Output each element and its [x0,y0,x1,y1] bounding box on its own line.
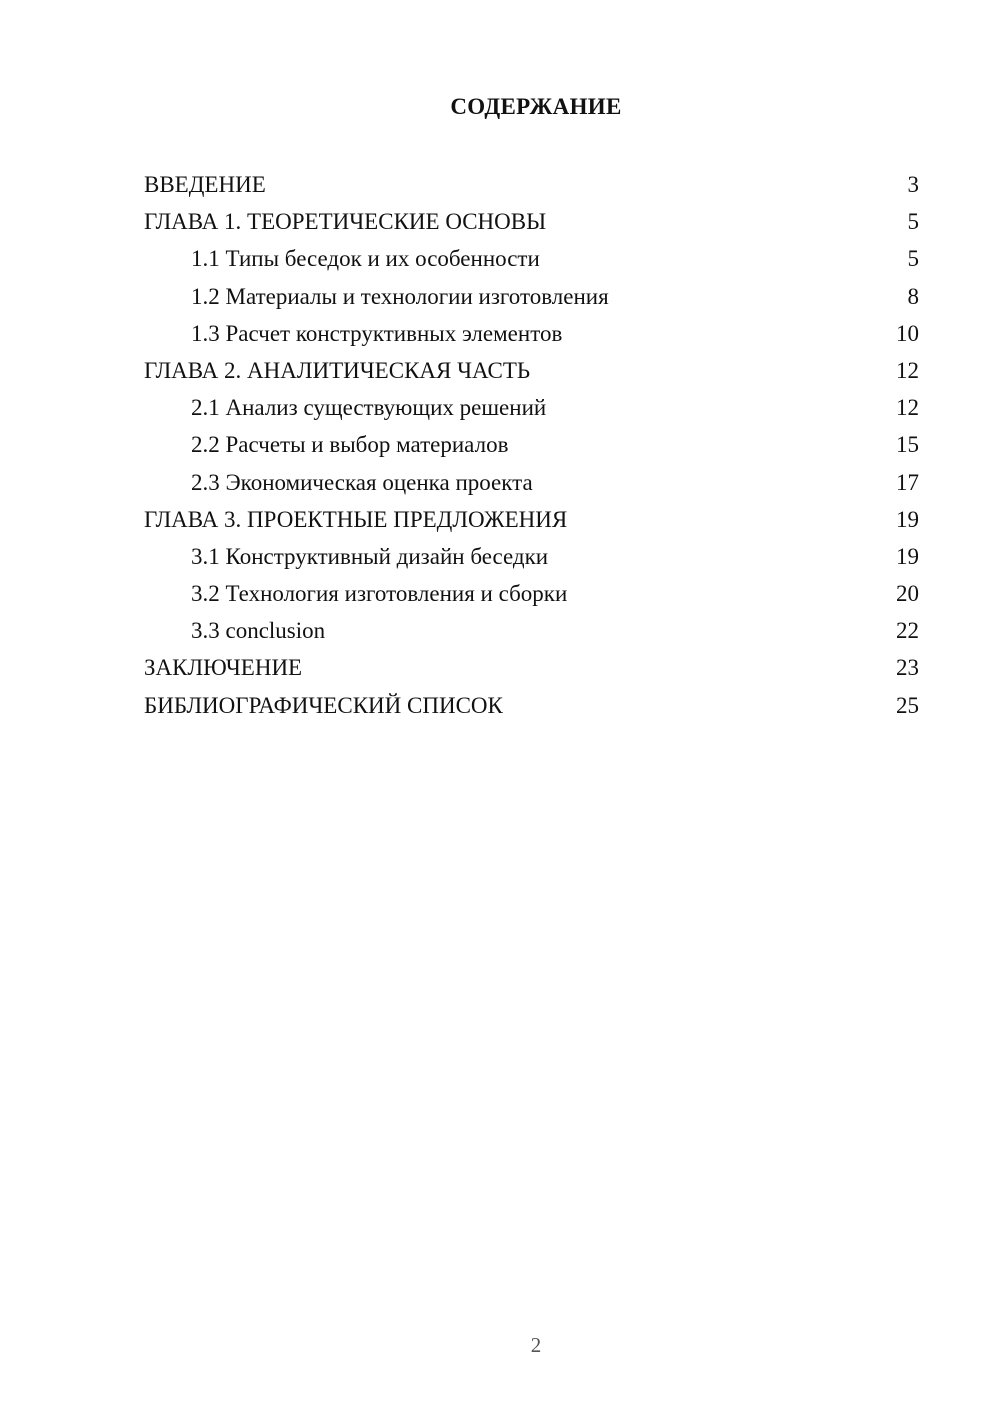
toc-entry-label: 2.2 Расчеты и выбор материалов [191,432,509,458]
page-number: 2 [530,1333,542,1357]
toc-entry-bibliography[interactable] [144,687,919,724]
toc-entry-label: 1.1 Типы беседок и их особенности [191,246,540,272]
toc-entry-page: 10 [896,320,919,346]
toc-entry-page: 5 [907,246,919,272]
toc-entry-label: ГЛАВА 3. ПРОЕКТНЫЕ ПРЕДЛОЖЕНИЯ [144,506,568,532]
toc-entry-label: 1.2 Материалы и технологии изготовления [191,283,609,309]
toc-entry-page: 15 [896,432,919,458]
toc-entry-page: 19 [896,506,919,532]
toc-entry-label: 3.2 Технология изготовления и сборки [191,581,568,607]
toc-entry-label: 2.3 Экономическая оценка проекта [191,469,533,495]
toc-entry-label: ГЛАВА 2. АНАЛИТИЧЕСКАЯ ЧАСТЬ [144,357,531,383]
toc-entry-section-3-2[interactable] [144,575,919,612]
toc-entry-page: 3 [907,172,919,197]
toc-entry-page: 12 [896,357,919,383]
toc-entry-page: 8 [907,283,919,309]
toc-entry-label: 3.1 Конструктивный дизайн беседки [191,543,549,569]
toc-entry-page: 20 [896,581,919,607]
toc-entry-label: 1.3 Расчет конструктивных элементов [191,320,563,346]
toc-entry-label: 3.3 conclusion [191,618,326,644]
toc-entry-section-2-3[interactable] [144,464,919,501]
toc-entry-section-3-1[interactable] [144,538,919,575]
toc-entry-chapter-3[interactable] [144,501,919,538]
toc-entry-section-1-1[interactable] [144,240,919,277]
toc-entry-page: 22 [896,618,919,644]
toc-entry-page: 25 [896,692,919,718]
toc-title: СОДЕРЖАНИЕ [450,94,622,119]
toc-entry-section-1-2[interactable] [144,278,919,315]
toc-entry-page: 5 [907,209,919,235]
toc-entry-label: ВВЕДЕНИЕ [144,172,266,197]
toc-entry-section-2-1[interactable] [144,389,919,426]
table-of-contents [144,166,919,724]
toc-entry-introduction[interactable] [144,166,919,203]
toc-entry-label: ГЛАВА 1. ТЕОРЕТИЧЕСКИЕ ОСНОВЫ [144,209,547,235]
toc-entry-section-2-2[interactable] [144,426,919,463]
toc-entry-label: БИБЛИОГРАФИЧЕСКИЙ СПИСОК [144,692,503,718]
toc-entry-page: 19 [896,543,919,569]
toc-entry-label: ЗАКЛЮЧЕНИЕ [144,655,303,681]
toc-entry-page: 12 [896,395,919,421]
toc-entry-label: 2.1 Анализ существующих решений [191,395,547,421]
toc-entry-page: 23 [896,655,919,681]
toc-entry-chapter-2[interactable] [144,352,919,389]
toc-entry-section-1-3[interactable] [144,315,919,352]
toc-entry-page: 17 [896,469,919,495]
toc-entry-chapter-1[interactable] [144,203,919,240]
toc-entry-conclusion[interactable] [144,649,919,686]
toc-entry-section-3-3[interactable] [144,612,919,649]
